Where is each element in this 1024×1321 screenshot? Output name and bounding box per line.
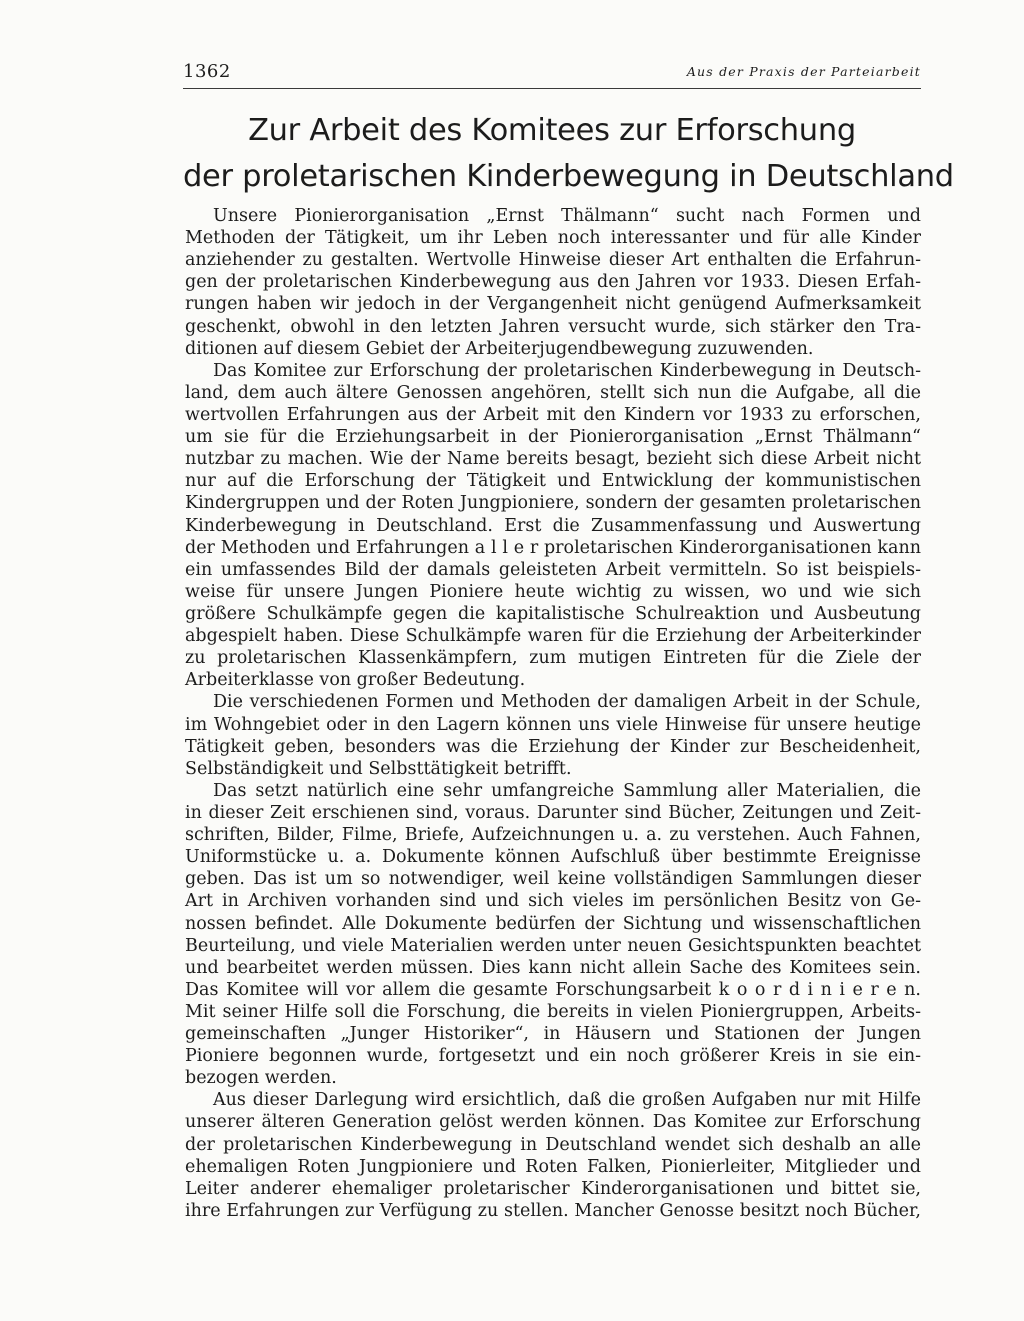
text-line: Beurteilung, und viele Materialien werden unter neuen Gesichtspunkten beachtet [185,935,921,956]
text-line: Uniformstücke u. a. Dokumente können Aufschluß über bestimmte Ereignisse [185,847,921,868]
text-line: Unsere Pionierorganisation „Ernst Thälmann“ sucht nach Formen und [213,206,921,226]
text-line: ein umfassendes Bild der damals geleisteten Arbeit vermitteln. So ist beispiels- [185,559,921,580]
text-line: ehemaligen Roten Jungpioniere und Roten Falken, Pionierleiter, Mitglieder und [185,1156,921,1177]
article-title-line: der proletarischen Kinderbewegung in Deutschland [183,159,954,194]
text-line: ditionen auf diesem Gebiet der Arbeiterjugendbewegung zuzuwenden. [185,338,814,359]
text-line: schriften, Bilder, Filme, Briefe, Aufzeichnungen u. a. zu verstehen. Auch Fahnen, [185,825,921,846]
text-line: abgespielt haben. Diese Schulkämpfe waren für die Erziehung der Arbeiterkinder [185,626,921,647]
text-line: ihre Erfahrungen zur Verfügung zu stellen. Mancher Genosse besitzt noch Bücher, [185,1200,921,1221]
section-title: Aus der Praxis der Parteiarbeit [686,64,921,79]
text-line: Methoden der Tätigkeit, um ihr Leben noch interessanter und für alle Kinder [185,228,921,249]
text-line: land, dem auch ältere Genossen angehören, stellt sich nun die Aufgabe, all die [185,382,921,403]
text-line: bezogen werden. [185,1068,337,1089]
text-line: Das setzt natürlich eine sehr umfangreiche Sammlung aller Materialien, die [213,780,921,801]
text-line: Selbständigkeit und Selbsttätigkeit betrifft. [185,758,572,779]
text-line: weise für unsere Jungen Pioniere heute wichtig zu wissen, wo und wie sich [185,581,921,602]
text-line: Leiter anderer ehemaliger proletarischer Kinderorganisationen und bittet sie, [185,1178,921,1199]
text-line: unserer älteren Generation gelöst werden können. Das Komitee zur Erforschung [185,1112,921,1133]
text-line: Kindergruppen und der Roten Jungpioniere, sondern der gesamten proletarischen [185,493,921,514]
text-line: Das Komitee zur Erforschung der proletarischen Kinderbewegung in Deutsch- [213,360,921,381]
article-title-line: Zur Arbeit des Komitees zur Erforschung [248,113,856,148]
text-line: gemeinschaften „Junger Historiker“, in Häusern und Stationen der Jungen [185,1024,921,1045]
page-number: 1362 [183,61,231,82]
text-line: rungen haben wir jedoch in der Vergangenheit nicht genügend Aufmerksamkeit [185,294,921,315]
text-line: in dieser Zeit erschienen sind, voraus. Darunter sind Bücher, Zeitungen und Zeit- [185,802,921,823]
text-line: und bearbeitet werden müssen. Dies kann nicht allein Sache des Komitees sein. [185,957,921,978]
text-line: Arbeiterklasse von großer Bedeutung. [185,670,526,691]
text-line: anziehender zu gestalten. Wertvolle Hinweise dieser Art enthalten die Erfahrun- [185,250,921,271]
text-line: der Methoden und Erfahrungen a l l e r proletarischen Kinderorganisationen kann [185,537,921,558]
article-title [183,108,954,200]
text-line: nur auf die Erforschung der Tätigkeit und Entwicklung der kommunistischen [185,471,921,492]
article-body [185,205,921,1222]
text-line: Art in Archiven vorhanden sind und sich vieles im persönlichen Besitz von Ge- [185,891,921,912]
text-line: Pioniere begonnen wurde, fortgesetzt und ein noch größerer Kreis in sie ein- [185,1046,921,1067]
text-line: gen der proletarischen Kinderbewegung aus den Jahren vor 1933. Diesen Erfah- [185,272,921,293]
running-header [183,58,921,89]
text-line: wertvollen Erfahrungen aus der Arbeit mit den Kindern vor 1933 zu erforschen, [185,404,921,425]
text-line: Die verschiedenen Formen und Methoden der damaligen Arbeit in der Schule, [213,692,921,713]
text-line: Tätigkeit geben, besonders was die Erziehung der Kinder zur Bescheidenheit, [185,736,921,757]
text-line: nossen befindet. Alle Dokumente bedürfen der Sichtung und wissenschaftlichen [185,913,921,934]
text-line: größere Schulkämpfe gegen die kapitalistische Schulreaktion und Ausbeutung [185,603,921,624]
text-line: Das Komitee will vor allem die gesamte Forschungsarbeit k o o r d i n i e r e n. [185,979,921,1000]
text-line: der proletarischen Kinderbewegung in Deutschland wendet sich deshalb an alle [185,1134,921,1155]
text-line: geben. Das ist um so notwendiger, weil keine vollständigen Sammlungen dieser [185,869,921,890]
text-line: Aus dieser Darlegung wird ersichtlich, daß die großen Aufgaben nur mit Hilfe [213,1090,921,1111]
text-line: im Wohngebiet oder in den Lagern können uns viele Hinweise für unsere heutige [185,714,921,735]
text-line: nutzbar zu machen. Wie der Name bereits besagt, bezieht sich diese Arbeit nicht [185,449,921,470]
text-line: zu proletarischen Klassenkämpfern, zum mutigen Eintreten für die Ziele der [185,648,921,669]
text-line: Kinderbewegung in Deutschland. Erst die Zusammenfassung und Auswertung [185,515,921,536]
text-line: geschenkt, obwohl in den letzten Jahren versucht wurde, sich stärker den Tra- [185,316,921,337]
text-line: um sie für die Erziehungsarbeit in der Pionierorganisation „Ernst Thälmann“ [185,427,921,448]
text-line: Mit seiner Hilfe soll die Forschung, die bereits in vielen Pioniergruppen, Arbeits- [185,1001,921,1022]
